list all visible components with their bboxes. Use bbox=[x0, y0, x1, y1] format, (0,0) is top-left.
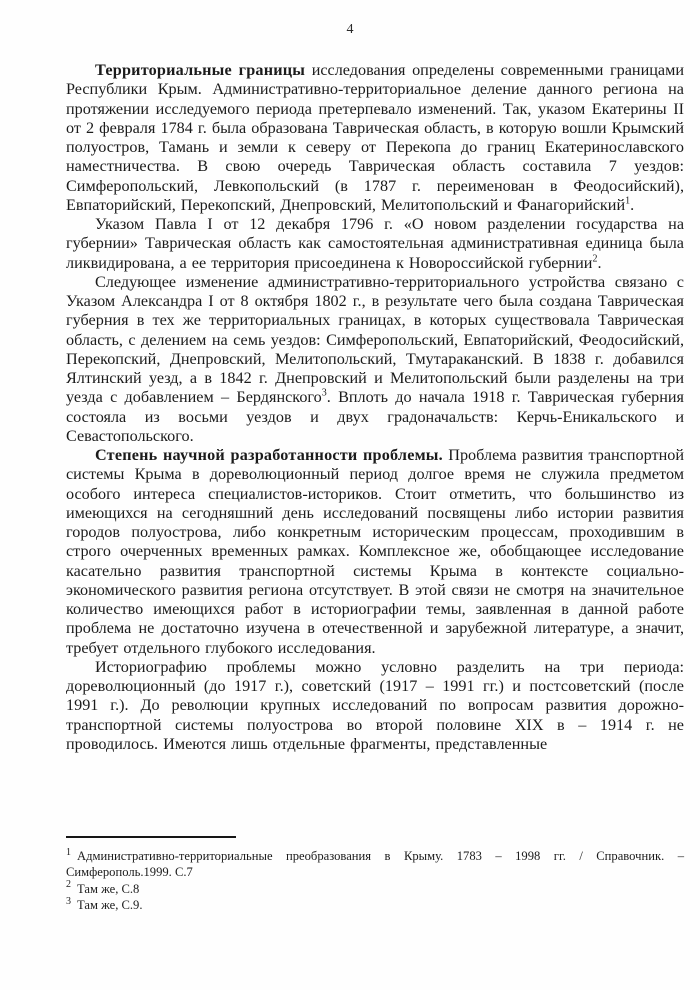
footnote-ref-2: 2 bbox=[592, 253, 598, 265]
footnote-2 bbox=[66, 881, 684, 897]
paragraph-text: исследования определены современными границами Республики Крым. Административно-территориальное деление данного региона на протяжении исследуемого периода претерпевало изменений. Так, указом Екатерины II от 2 февраля 1784 г. была образована Таврическая область, в которую вошли Крымский полуостров, Тамань и земли к северу от Перекопа до границ Екатеринославского наместничества. В свою очередь Таврическая область составила 7 уездов: Симферопольский, Левкопольский (в 1787 г. переименован в Феодосийский), Евпаторийский, Перекопский, Днепровский, Мелитопольский и Фанагорийский bbox=[66, 61, 684, 214]
footnote-ref-3: 3 bbox=[321, 387, 327, 399]
footnote-2-text: Там же, С.8 bbox=[77, 881, 140, 896]
footnote-3 bbox=[66, 897, 684, 913]
paragraph-text-tail: . bbox=[630, 195, 635, 214]
paragraph-text: Указом Павла I от 12 декабря 1796 г. «О новом разделении государства на губернии» Таврическая область как самостоятельная административная единица была ликвидирована, а ее территория присоединена к Новороссийской губернии bbox=[66, 215, 684, 272]
paragraph-alexander-decree bbox=[66, 273, 684, 446]
footnote-3-marker: 3 bbox=[66, 895, 71, 907]
footnote-1-text: Административно-территориальные преобразования в Крыму. 1783 – 1998 гг. / Справочник. – Симферополь.1999. С.7 bbox=[66, 849, 684, 880]
footnote-separator-line bbox=[66, 836, 236, 838]
footnote-3-text: Там же, С.9. bbox=[77, 897, 143, 912]
paragraph-text: . Вплоть до начала 1918 г. Таврическая губерния состояла из восьми уездов и двух градоначальств: Керчь-Еникальского и Севастопольского. bbox=[66, 388, 684, 445]
paragraph-lead-bold: Степень научной разработанности проблемы. bbox=[95, 446, 443, 464]
footnote-1-marker: 1 bbox=[66, 846, 71, 858]
page-number: 4 bbox=[346, 22, 354, 37]
paragraph-text: Следующее изменение административно-территориального устройства связано с Указом Александра I от 8 октября 1802 г., в результате чего была создана Таврическая губерния в тех же территориальных границах, в которых существовала Таврическая область, с делением на семь уездов: Симферопольский, Евпаторийский, Феодосийский, Перекопский, Днепровский, Мелитопольский, Тмутараканский. В 1838 г. добавился Ялтинский уезд, а в 1842 г. Днепровский и Мелитопольский были разделены на три уезда с добавлением – Бердянского bbox=[66, 272, 684, 407]
paragraph-historiography bbox=[66, 658, 684, 754]
paragraph-research-degree bbox=[66, 446, 684, 658]
paragraph-text-tail: . bbox=[597, 253, 602, 272]
page-body-text bbox=[66, 61, 684, 754]
paragraph-pavel-decree bbox=[66, 215, 684, 273]
paragraph-text: Историографию проблемы можно условно разделить на три периода: дореволюционный (до 1917 г.), советский (1917 – 1991 гг.) и постсоветский (после 1991 г.). До революции крупных исследований по вопросам развития дорожно-транспортной системы полуострова во второй половине XIX в – 1914 г. не проводилось. Имеются лишь отдельные фрагменты, представленные bbox=[66, 657, 684, 753]
footnote-2-marker: 2 bbox=[66, 879, 71, 891]
footnote-ref-1: 1 bbox=[625, 195, 631, 207]
paragraph-lead-bold: Территориальные границы bbox=[95, 61, 306, 79]
paragraph-territorial-borders bbox=[66, 61, 684, 215]
footnote-1 bbox=[66, 848, 684, 881]
paragraph-text: Проблема развития транспортной системы Крыма в дореволюционный период долгое время не служила предметом особого интереса специалистов-историков. Стоит отметить, что большинство из имеющихся на сегодняшний день исследований посвящены либо истории развития городов полуострова, либо конкретным историческим процессам, проходившим в строго очерченных временных рамках. Комплексное же, обобщающее исследование касательно развития транспортной системы Крыма в контексте социально-экономического развития региона отсутствует. В этой связи не смотря на значительное количество имеющихся работ в историографии темы, заявленная в данной работе проблема не достаточно изучена в отечественной и зарубежной литературе, а значит, требует отдельного глубокого исследования. bbox=[66, 446, 684, 657]
footnotes-block bbox=[66, 848, 684, 913]
